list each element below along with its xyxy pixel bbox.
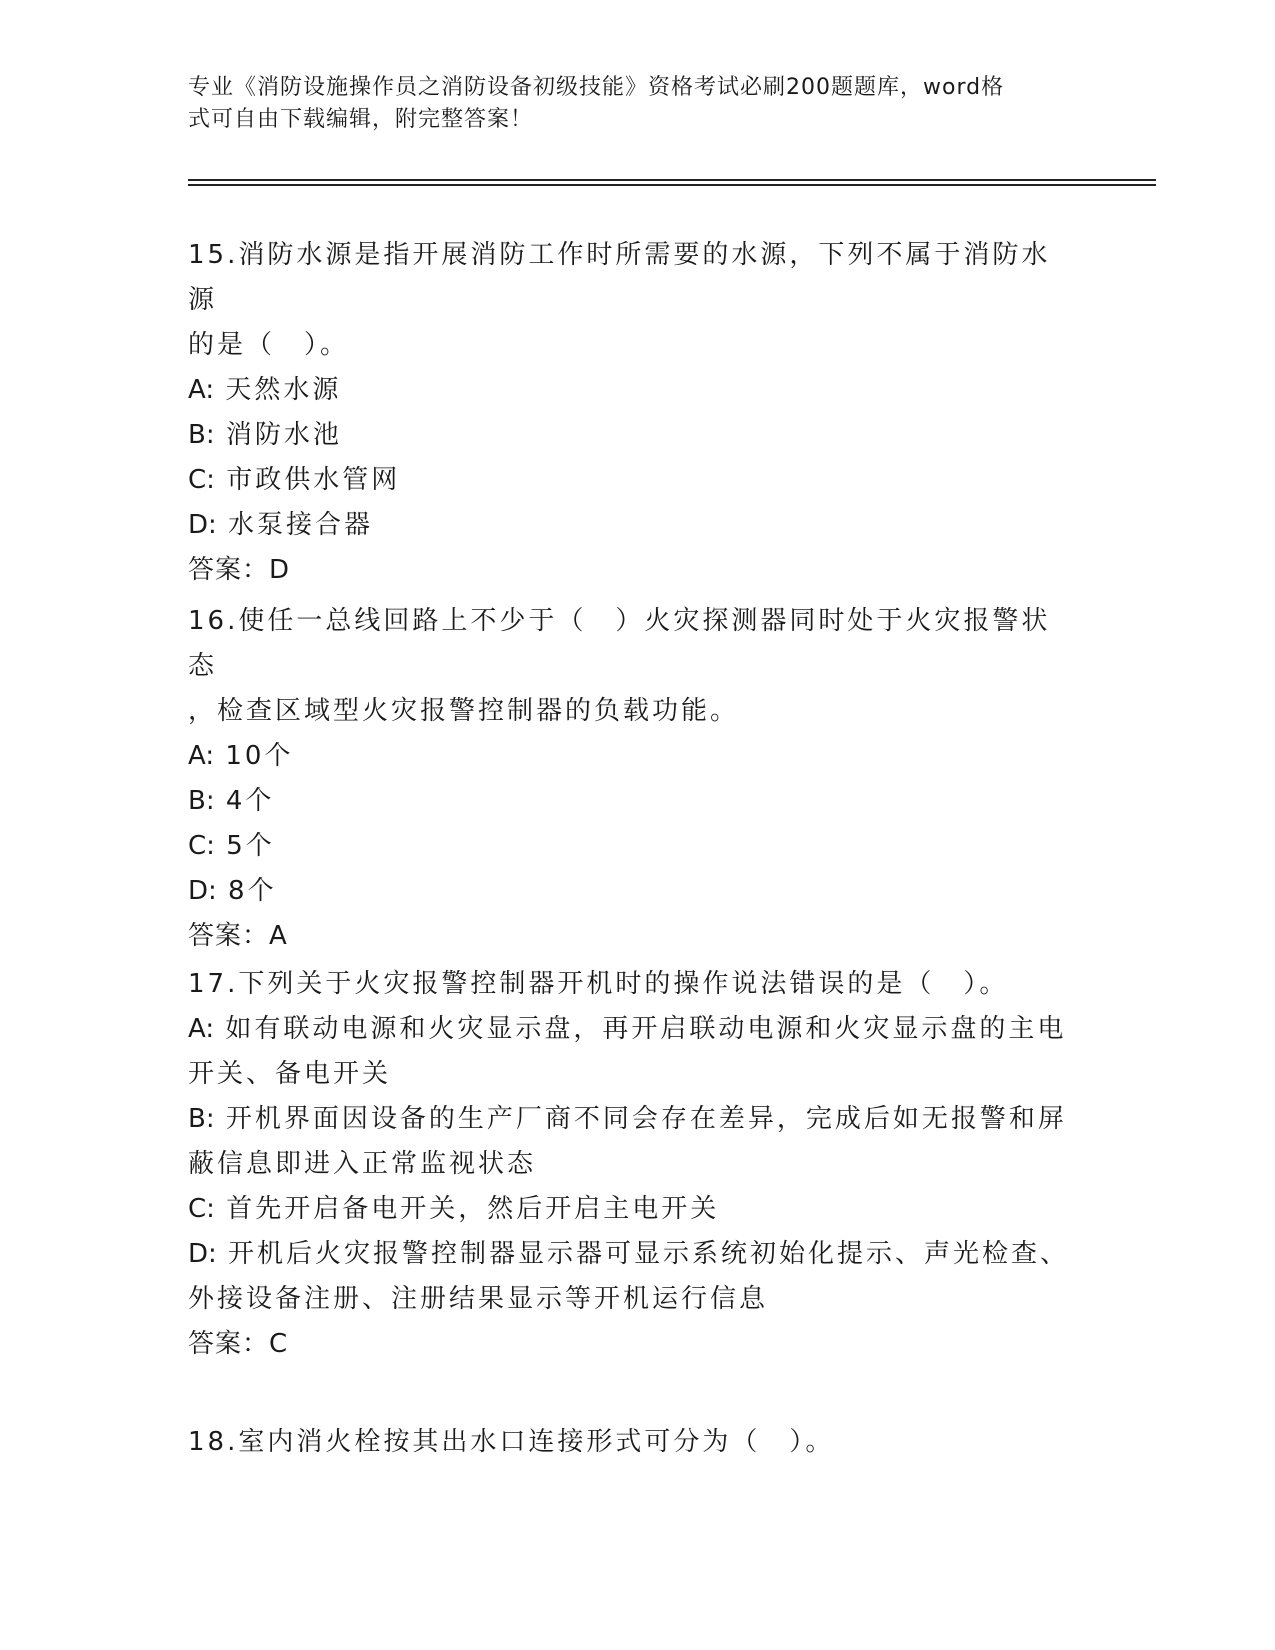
- option-a: [188, 368, 1078, 413]
- option-letter: C:: [188, 465, 215, 495]
- option-letter: B:: [188, 786, 215, 816]
- option-text: 8个: [228, 876, 277, 906]
- question-text-line-1: 16.使任一总线回路上不少于（ ）火灾探测器同时处于火灾报警状态: [188, 606, 1051, 681]
- header-line-2: 式可自由下载编辑，附完整答案！: [188, 107, 534, 132]
- option-text: 水泵接合器: [228, 510, 374, 540]
- option-text: 4个: [225, 786, 275, 816]
- option-text: 开机后火灾报警控制器显示器可显示系统初始化提示、声光检查、: [228, 1239, 1070, 1269]
- option-text: 5个: [226, 831, 275, 861]
- option-letter: D:: [188, 510, 217, 540]
- question-text-line-2: ，检查区域型火灾报警控制器的负载功能。: [188, 696, 740, 726]
- option-b: [188, 1097, 1078, 1142]
- option-d: [188, 1232, 1078, 1277]
- option-letter: A:: [188, 375, 215, 405]
- question-15: [188, 233, 1078, 593]
- option-letter: B:: [188, 420, 215, 450]
- option-text: 开机界面因设备的生产厂商不同会存在差异，完成后如无报警和屏: [225, 1104, 1067, 1134]
- option-text: 市政供水管网: [226, 465, 401, 495]
- question-18: [188, 1420, 1078, 1465]
- option-letter: A:: [188, 741, 215, 771]
- question-text-line-1: 17.下列关于火灾报警控制器开机时的操作说法错误的是（ ）。: [188, 969, 1009, 999]
- option-text: 10个: [225, 741, 294, 771]
- option-text: 首先开启备电开关，然后开启主电开关: [226, 1194, 720, 1224]
- option-text: 天然水源: [225, 375, 342, 405]
- question-text-line-1: 15.消防水源是指开展消防工作时所需要的水源，下列不属于消防水源: [188, 240, 1051, 315]
- header-divider-bottom: [188, 184, 1156, 186]
- option-letter: D:: [188, 1239, 217, 1269]
- question-text-line-1: 18.室内消火栓按其出水口连接形式可分为（ ）。: [188, 1427, 835, 1457]
- option-c: [188, 458, 1078, 503]
- option-letter: C:: [188, 831, 215, 861]
- answer: 答案：D: [188, 555, 291, 585]
- document-header: [188, 72, 1068, 136]
- option-a: [188, 1007, 1078, 1052]
- option-a: [188, 734, 1078, 779]
- option-text: 如有联动电源和火灾显示盘，再开启联动电源和火灾显示盘的主电: [225, 1014, 1067, 1044]
- answer: 答案：C: [188, 1329, 289, 1359]
- option-a-continued: 开关、备电开关: [188, 1059, 392, 1089]
- option-b: [188, 779, 1078, 824]
- option-letter: C:: [188, 1194, 215, 1224]
- option-d-continued: 外接设备注册、注册结果显示等开机运行信息: [188, 1284, 769, 1314]
- question-16: [188, 599, 1078, 959]
- option-text: 消防水池: [225, 420, 342, 450]
- header-divider-top: [188, 179, 1156, 181]
- option-d: [188, 503, 1078, 548]
- answer: 答案：A: [188, 921, 288, 951]
- header-line-1: 专业《消防设施操作员之消防设备初级技能》资格考试必刷200题题库，word格: [188, 75, 1005, 100]
- option-b: [188, 413, 1078, 458]
- option-letter: D:: [188, 876, 217, 906]
- option-c: [188, 1187, 1078, 1232]
- question-text-line-2: 的是（ ）。: [188, 330, 350, 360]
- option-c: [188, 824, 1078, 869]
- option-b-continued: 蔽信息即进入正常监视状态: [188, 1149, 537, 1179]
- option-letter: B:: [188, 1104, 215, 1134]
- option-letter: A:: [188, 1014, 215, 1044]
- question-17: [188, 962, 1078, 1367]
- option-d: [188, 869, 1078, 914]
